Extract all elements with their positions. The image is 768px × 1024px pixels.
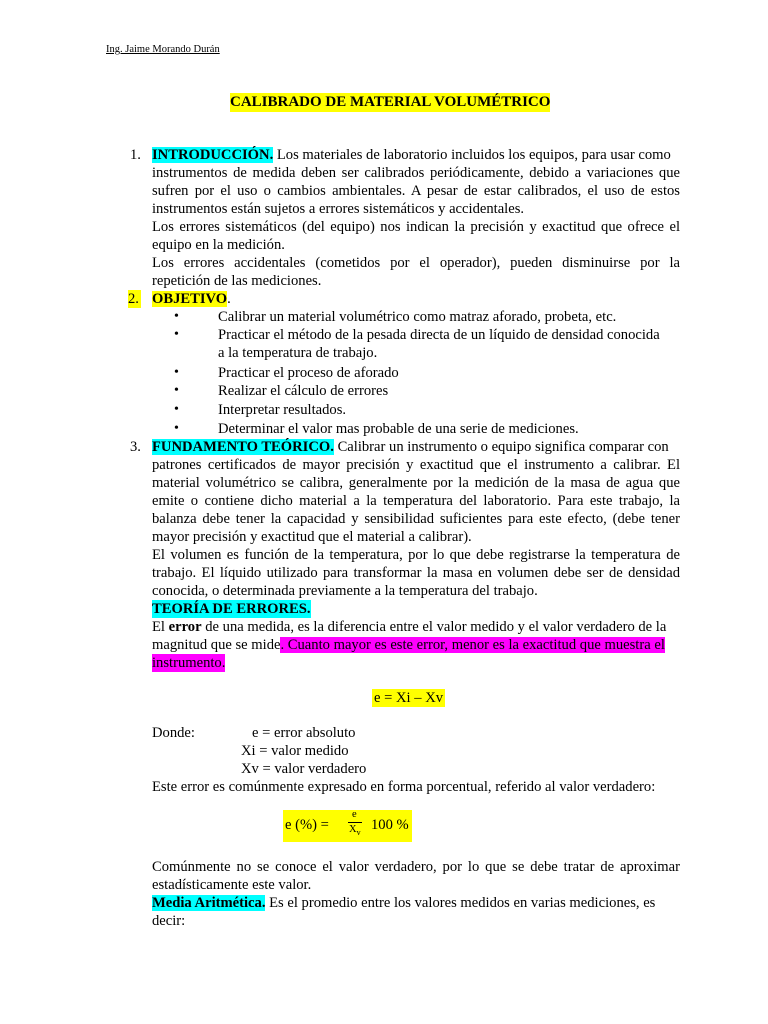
error-line-1 — [152, 618, 680, 636]
author-header: Ing. Jaime Morando Durán — [106, 44, 220, 55]
def-xi: Xi = valor medido — [241, 743, 349, 759]
error-line-2 — [152, 636, 665, 654]
formula-error: e = Xi – Xv — [374, 690, 444, 706]
section-3-line-8: trabajo. El líquido utilizado para transformar la masa en volumen debe ser de densidad — [152, 565, 680, 581]
section-2-heading: OBJETIVO — [152, 291, 228, 307]
section-3-line-4: emite o contiene dicho material a la temperatura del laboratorio. Para este trabajo, la — [152, 493, 680, 509]
error-text-a: El — [152, 619, 169, 635]
teoria-heading: TEORÍA DE ERRORES. — [152, 601, 311, 617]
section-3-line-9: conocida, o determinada previamente a la temperatura del trabajo. — [152, 583, 538, 599]
section-3-line-6: mayor precisión y exactitud que el material a calibrar). — [152, 529, 472, 545]
section-3-line-3: material volumétrico se calibra, generalmente por la medición de la masa de agua que — [152, 475, 680, 491]
media-line-2: decir: — [152, 913, 186, 929]
common-line-1: Comúnmente no se conoce el valor verdadero, por lo que se debe tratar de aproximar — [152, 859, 680, 875]
section-3-text-1: Calibrar un instrumento o equipo significa comparar con — [337, 439, 669, 455]
formula-percent-box — [283, 810, 412, 842]
section-3-line-2: patrones certificados de mayor precisión y exactitud que el instrumento a calibrar. El — [152, 457, 680, 473]
error-text-c: de una medida, es la diferencia entre el valor medido y el valor verdadero de la — [201, 619, 667, 635]
section-3-line-1 — [152, 438, 669, 456]
section-2-heading-line: OBJETIVO. — [152, 291, 231, 307]
section-1-line-3: sufren por el uso o cambios ambientales. A pesar de estar calibrados, el uso de estos — [152, 183, 680, 199]
bullet-2: • — [174, 327, 179, 342]
objective-5: Interpretar resultados. — [218, 402, 347, 418]
media-heading: Media Aritmética. — [152, 895, 266, 911]
section-3-line-7: El volumen es función de la temperatura, por lo que debe registrarse la temperatura de — [152, 547, 680, 563]
objective-2: Practicar el método de la pesada directa de un líquido de densidad conocida — [218, 327, 660, 343]
bullet-6: • — [174, 421, 179, 436]
formula-percent-numerator: e — [352, 809, 357, 820]
section-1-line-2: instrumentos de medida deben ser calibrados periódicamente, debido a variaciones que — [152, 165, 680, 181]
bullet-4: • — [174, 383, 179, 398]
formula-percent-left: e (%) = — [285, 817, 329, 833]
objective-3: Practicar el proceso de aforado — [218, 365, 399, 381]
section-2-number: 2. — [128, 291, 139, 307]
media-line-1 — [152, 894, 680, 912]
section-1-line-8: repetición de las mediciones. — [152, 273, 322, 289]
error-bold: error — [168, 619, 202, 635]
fraction-bar — [348, 822, 362, 823]
section-1-line-1 — [152, 146, 680, 164]
objective-6: Determinar el valor mas probable de una serie de mediciones. — [218, 421, 579, 437]
common-line-2: estadísticamente este valor. — [152, 877, 312, 893]
percent-line: Este error es comúnmente expresado en forma porcentual, referido al valor verdadero: — [152, 779, 656, 795]
section-1-heading: INTRODUCCIÓN. — [152, 147, 274, 163]
def-xv: Xv = valor verdadero — [241, 761, 367, 777]
error-line-2-text: magnitud que se mide — [152, 637, 281, 653]
bullet-1: • — [174, 309, 179, 324]
section-1-line-6: equipo en la medición. — [152, 237, 285, 253]
section-1-line-7: Los errores accidentales (cometidos por el operador), pueden disminuirse por la — [152, 255, 680, 271]
error-highlight: . Cuanto mayor es este error, menor es la exactitud que muestra el — [280, 637, 665, 653]
page-title: CALIBRADO DE MATERIAL VOLUMÉTRICO — [230, 94, 551, 110]
section-3-line-5: balanza debe tener la capacidad y sensibilidad suficientes para este efecto, (debe tener — [152, 511, 680, 527]
def-error: e = error absoluto — [252, 725, 356, 741]
section-1-number: 1. — [130, 147, 141, 163]
section-1-text-1: Los materiales de laboratorio incluidos los equipos, para usar como — [276, 147, 671, 163]
media-text: Es el promedio entre los valores medidos en varias mediciones, es — [269, 895, 656, 911]
objective-1: Calibrar un material volumétrico como matraz aforado, probeta, etc. — [218, 309, 617, 325]
formula-percent-right: 100 % — [371, 817, 409, 833]
donde-label: Donde: — [152, 725, 195, 741]
objective-2-cont: a la temperatura de trabajo. — [218, 345, 378, 361]
objective-4: Realizar el cálculo de errores — [218, 383, 389, 399]
section-1-line-4: instrumentos están sujetos a errores sistemáticos y accidentales. — [152, 201, 525, 217]
formula-percent-denominator: $X_v$ — [349, 824, 361, 838]
section-1-line-5: Los errores sistemáticos (del equipo) nos indican la precisión y exactitud que ofrece el — [152, 219, 680, 235]
section-3-number: 3. — [130, 439, 141, 455]
bullet-5: • — [174, 402, 179, 417]
error-line-3: instrumento. — [152, 655, 226, 671]
bullet-3: • — [174, 365, 179, 380]
section-3-heading: FUNDAMENTO TEÓRICO. — [152, 439, 334, 455]
